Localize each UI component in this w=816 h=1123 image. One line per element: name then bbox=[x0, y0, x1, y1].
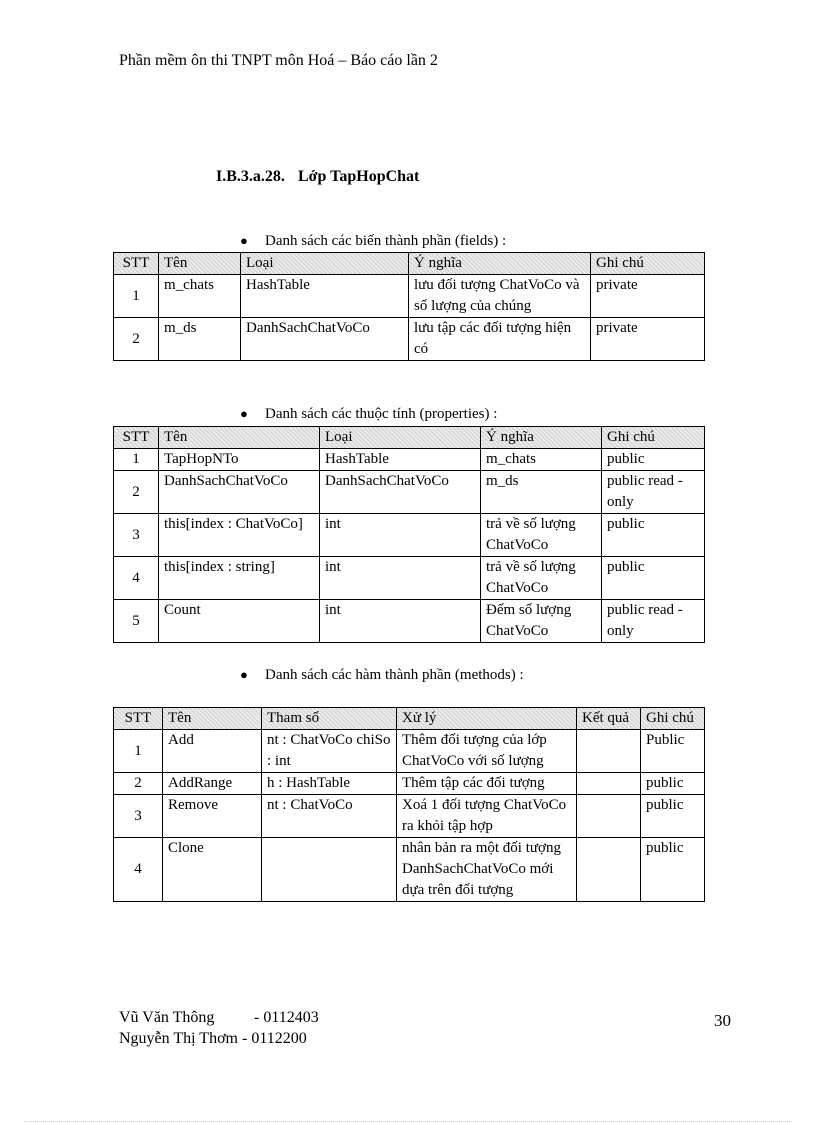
table-cell: m_ds bbox=[159, 318, 241, 361]
table-cell: m_ds bbox=[481, 471, 602, 514]
table-cell: trả về số lượng ChatVoCo bbox=[481, 514, 602, 557]
table-cell: TapHopNTo bbox=[159, 449, 320, 471]
table-row bbox=[114, 773, 705, 795]
column-header: Loại bbox=[241, 253, 409, 275]
table-cell: 3 bbox=[114, 514, 159, 557]
table-cell bbox=[577, 795, 641, 838]
table-row bbox=[114, 449, 705, 471]
table-cell: trả về số lượng ChatVoCo bbox=[481, 557, 602, 600]
table-cell: Thêm đối tượng của lớp ChatVoCo với số lượng bbox=[397, 730, 577, 773]
column-header: Kết quả bbox=[577, 708, 641, 730]
page-number: 30 bbox=[714, 1011, 731, 1030]
table-cell: 1 bbox=[114, 275, 159, 318]
table-cell: Remove bbox=[163, 795, 262, 838]
column-header: Ý nghĩa bbox=[481, 427, 602, 449]
author-name: Vũ Văn Thông bbox=[119, 1009, 215, 1026]
table-cell: private bbox=[591, 318, 705, 361]
table-cell: HashTable bbox=[241, 275, 409, 318]
table-cell: nt : ChatVoCo bbox=[262, 795, 397, 838]
table-cell: public bbox=[602, 449, 705, 471]
fields-heading bbox=[240, 233, 506, 250]
table-row bbox=[114, 318, 705, 361]
table-cell: m_chats bbox=[481, 449, 602, 471]
table-cell bbox=[262, 838, 397, 902]
page-edge-divider bbox=[24, 1121, 792, 1122]
properties-table bbox=[113, 426, 705, 643]
column-header: Tên bbox=[159, 427, 320, 449]
table-cell: DanhSachChatVoCo bbox=[320, 471, 481, 514]
table-row bbox=[114, 514, 705, 557]
table-cell: 4 bbox=[114, 557, 159, 600]
methods-heading-text: Danh sách các hàm thành phần (methods) : bbox=[265, 667, 524, 683]
table-cell bbox=[577, 730, 641, 773]
table-cell: Add bbox=[163, 730, 262, 773]
section-number: I.B.3.a.28. bbox=[216, 168, 285, 185]
table-cell: HashTable bbox=[320, 449, 481, 471]
table-cell: 5 bbox=[114, 600, 159, 643]
table-cell: this[index : string] bbox=[159, 557, 320, 600]
column-header: Tên bbox=[159, 253, 241, 275]
table-header-row bbox=[114, 253, 705, 275]
table-cell: public read - only bbox=[602, 600, 705, 643]
table-row bbox=[114, 795, 705, 838]
table-cell: 1 bbox=[114, 730, 163, 773]
table-cell: public read - only bbox=[602, 471, 705, 514]
table-cell: public bbox=[641, 795, 705, 838]
table-row bbox=[114, 557, 705, 600]
column-header: Ghi chú bbox=[602, 427, 705, 449]
methods-table bbox=[113, 707, 705, 902]
table-cell: lưu tập các đối tượng hiện có bbox=[409, 318, 591, 361]
table-cell: 2 bbox=[114, 318, 159, 361]
table-row bbox=[114, 275, 705, 318]
properties-heading bbox=[240, 406, 497, 423]
table-cell: 2 bbox=[114, 773, 163, 795]
table-cell: 4 bbox=[114, 838, 163, 902]
table-cell: Đếm số lượng ChatVoCo bbox=[481, 600, 602, 643]
table-cell: Public bbox=[641, 730, 705, 773]
table-cell: public bbox=[641, 773, 705, 795]
fields-heading-text: Danh sách các biến thành phần (fields) : bbox=[265, 233, 507, 249]
author-line bbox=[119, 1007, 319, 1028]
table-cell: int bbox=[320, 600, 481, 643]
column-header: STT bbox=[114, 708, 163, 730]
table-cell: private bbox=[591, 275, 705, 318]
table-cell: m_chats bbox=[159, 275, 241, 318]
table-cell bbox=[577, 773, 641, 795]
column-header: Tên bbox=[163, 708, 262, 730]
table-cell: nt : ChatVoCo chiSo : int bbox=[262, 730, 397, 773]
table-cell: 2 bbox=[114, 471, 159, 514]
properties-heading-text: Danh sách các thuộc tính (properties) : bbox=[265, 406, 498, 422]
table-cell: nhân bản ra một đối tượng DanhSachChatVoCo mới dựa trên đối tượng bbox=[397, 838, 577, 902]
table-cell: public bbox=[641, 838, 705, 902]
table-row bbox=[114, 600, 705, 643]
author-id: - 0112403 bbox=[254, 1009, 319, 1026]
bullet-icon: ● bbox=[240, 667, 248, 682]
table-cell bbox=[577, 838, 641, 902]
table-cell: Thêm tập các đối tượng bbox=[397, 773, 577, 795]
table-row bbox=[114, 838, 705, 902]
table-row bbox=[114, 471, 705, 514]
column-header: STT bbox=[114, 253, 159, 275]
table-cell: DanhSachChatVoCo bbox=[241, 318, 409, 361]
table-cell: lưu đối tượng ChatVoCo và số lượng của chúng bbox=[409, 275, 591, 318]
footer-authors bbox=[119, 1007, 319, 1049]
fields-table bbox=[113, 252, 705, 361]
column-header: Xử lý bbox=[397, 708, 577, 730]
methods-heading bbox=[240, 667, 524, 684]
table-cell: Xoá 1 đối tượng ChatVoCo ra khỏi tập hợp bbox=[397, 795, 577, 838]
column-header: Ghi chú bbox=[641, 708, 705, 730]
table-cell: public bbox=[602, 557, 705, 600]
table-row bbox=[114, 730, 705, 773]
table-cell: DanhSachChatVoCo bbox=[159, 471, 320, 514]
table-cell: this[index : ChatVoCo] bbox=[159, 514, 320, 557]
table-cell: 3 bbox=[114, 795, 163, 838]
author-line bbox=[119, 1028, 319, 1049]
table-header-row bbox=[114, 708, 705, 730]
column-header: Loại bbox=[320, 427, 481, 449]
author-name: Nguyễn Thị Thơm bbox=[119, 1030, 238, 1047]
table-cell: h : HashTable bbox=[262, 773, 397, 795]
column-header: Ghi chú bbox=[591, 253, 705, 275]
table-cell: Clone bbox=[163, 838, 262, 902]
table-header-row bbox=[114, 427, 705, 449]
table-cell: int bbox=[320, 514, 481, 557]
column-header: Tham số bbox=[262, 708, 397, 730]
section-name: Lớp TapHopChat bbox=[298, 168, 420, 185]
column-header: Ý nghĩa bbox=[409, 253, 591, 275]
table-cell: public bbox=[602, 514, 705, 557]
bullet-icon: ● bbox=[240, 406, 248, 421]
table-cell: int bbox=[320, 557, 481, 600]
bullet-icon: ● bbox=[240, 233, 248, 248]
table-cell: Count bbox=[159, 600, 320, 643]
table-cell: AddRange bbox=[163, 773, 262, 795]
page-header: Phần mềm ôn thi TNPT môn Hoá – Báo cáo lần 2 bbox=[119, 52, 438, 69]
column-header: STT bbox=[114, 427, 159, 449]
author-id: - 0112200 bbox=[241, 1030, 307, 1047]
section-title bbox=[216, 168, 419, 186]
table-cell: 1 bbox=[114, 449, 159, 471]
